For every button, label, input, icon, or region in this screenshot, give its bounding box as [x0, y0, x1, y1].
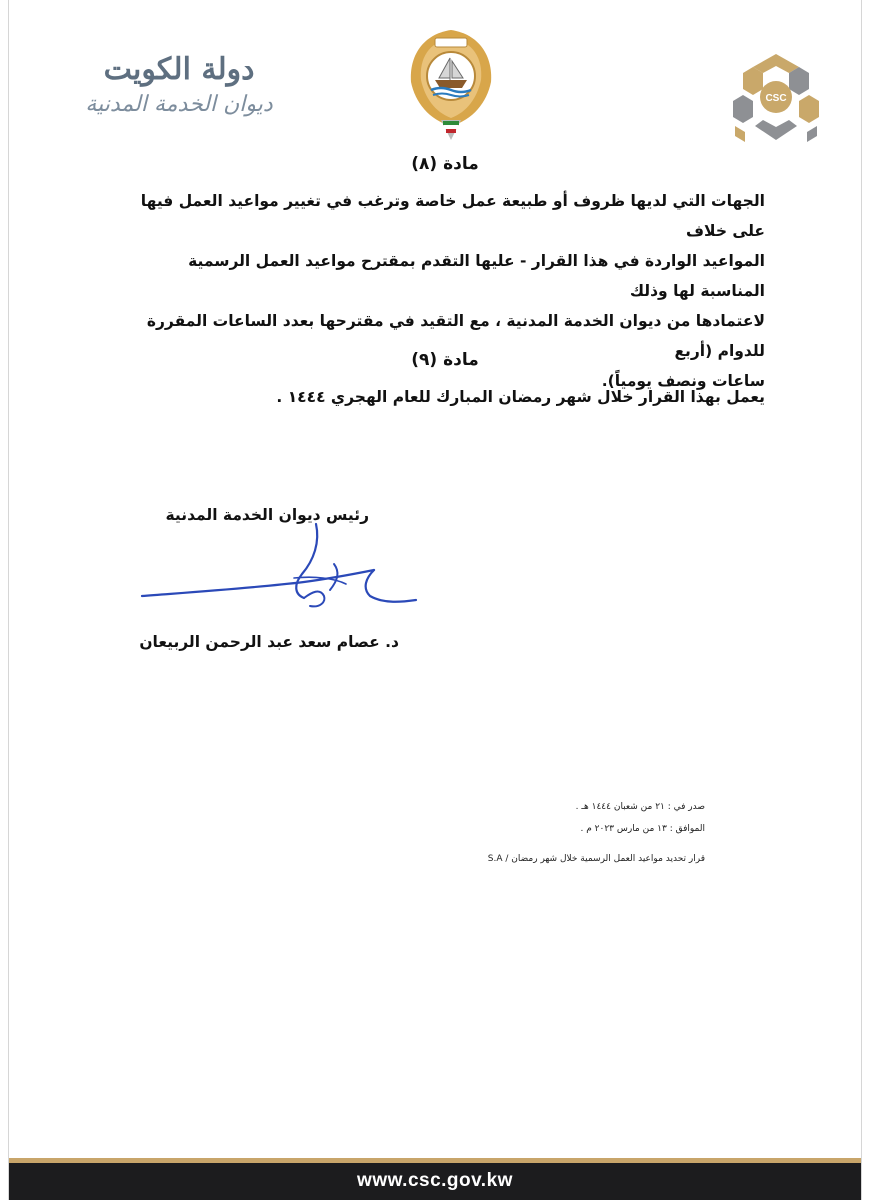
document-page — [8, 0, 862, 1200]
kuwait-emblem-icon — [405, 24, 497, 142]
header-title-block — [79, 52, 279, 118]
country-name: دولة الكويت — [103, 52, 255, 87]
article-title: مادة (٩) — [411, 350, 479, 370]
article-9 — [125, 350, 765, 412]
document-reference: قرار تحديد مواعيد العمل الرسمية خلال شهر رمضان / S.A — [487, 854, 705, 864]
issue-date-gregorian: الموافق : ١٣ من مارس ٢٠٢٣ م . — [580, 824, 705, 834]
csc-logo-icon — [727, 52, 825, 146]
signatory-title: رئيس ديوان الخدمة المدنية — [165, 506, 369, 524]
article-line: لاعتمادها من ديوان الخدمة المدنية ، مع التقيد في مقترحها بعدد الساعات المقررة للدوام (أربع — [146, 312, 765, 360]
signatory-name: د. عصام سعد عبد الرحمن الربيعان — [139, 633, 399, 651]
article-line: الجهات التي لديها ظروف أو طبيعة عمل خاصة وترغب في تغيير مواعيد العمل فيها على خلاف — [140, 192, 765, 240]
article-line: يعمل بهذا القرار خلال شهر رمضان المبارك للعام الهجري ١٤٤٤ . — [276, 388, 765, 406]
handwritten-signature — [134, 518, 419, 623]
article-line: ساعات ونصف يومياً). — [601, 372, 765, 390]
bureau-name: ديوان الخدمة المدنية — [85, 92, 273, 117]
csc-logo-text: CSC — [765, 93, 787, 104]
website-url: www.csc.gov.kw — [357, 1170, 513, 1191]
article-line: المواعيد الواردة في هذا القرار - عليها التقدم بمقترح مواعيد العمل الرسمية المناسبة لها وذلك — [188, 252, 765, 300]
article-title: مادة (٨) — [411, 154, 479, 174]
issue-date-hijri: صدر في : ٢١ من شعبان ١٤٤٤ هـ . — [575, 802, 705, 812]
